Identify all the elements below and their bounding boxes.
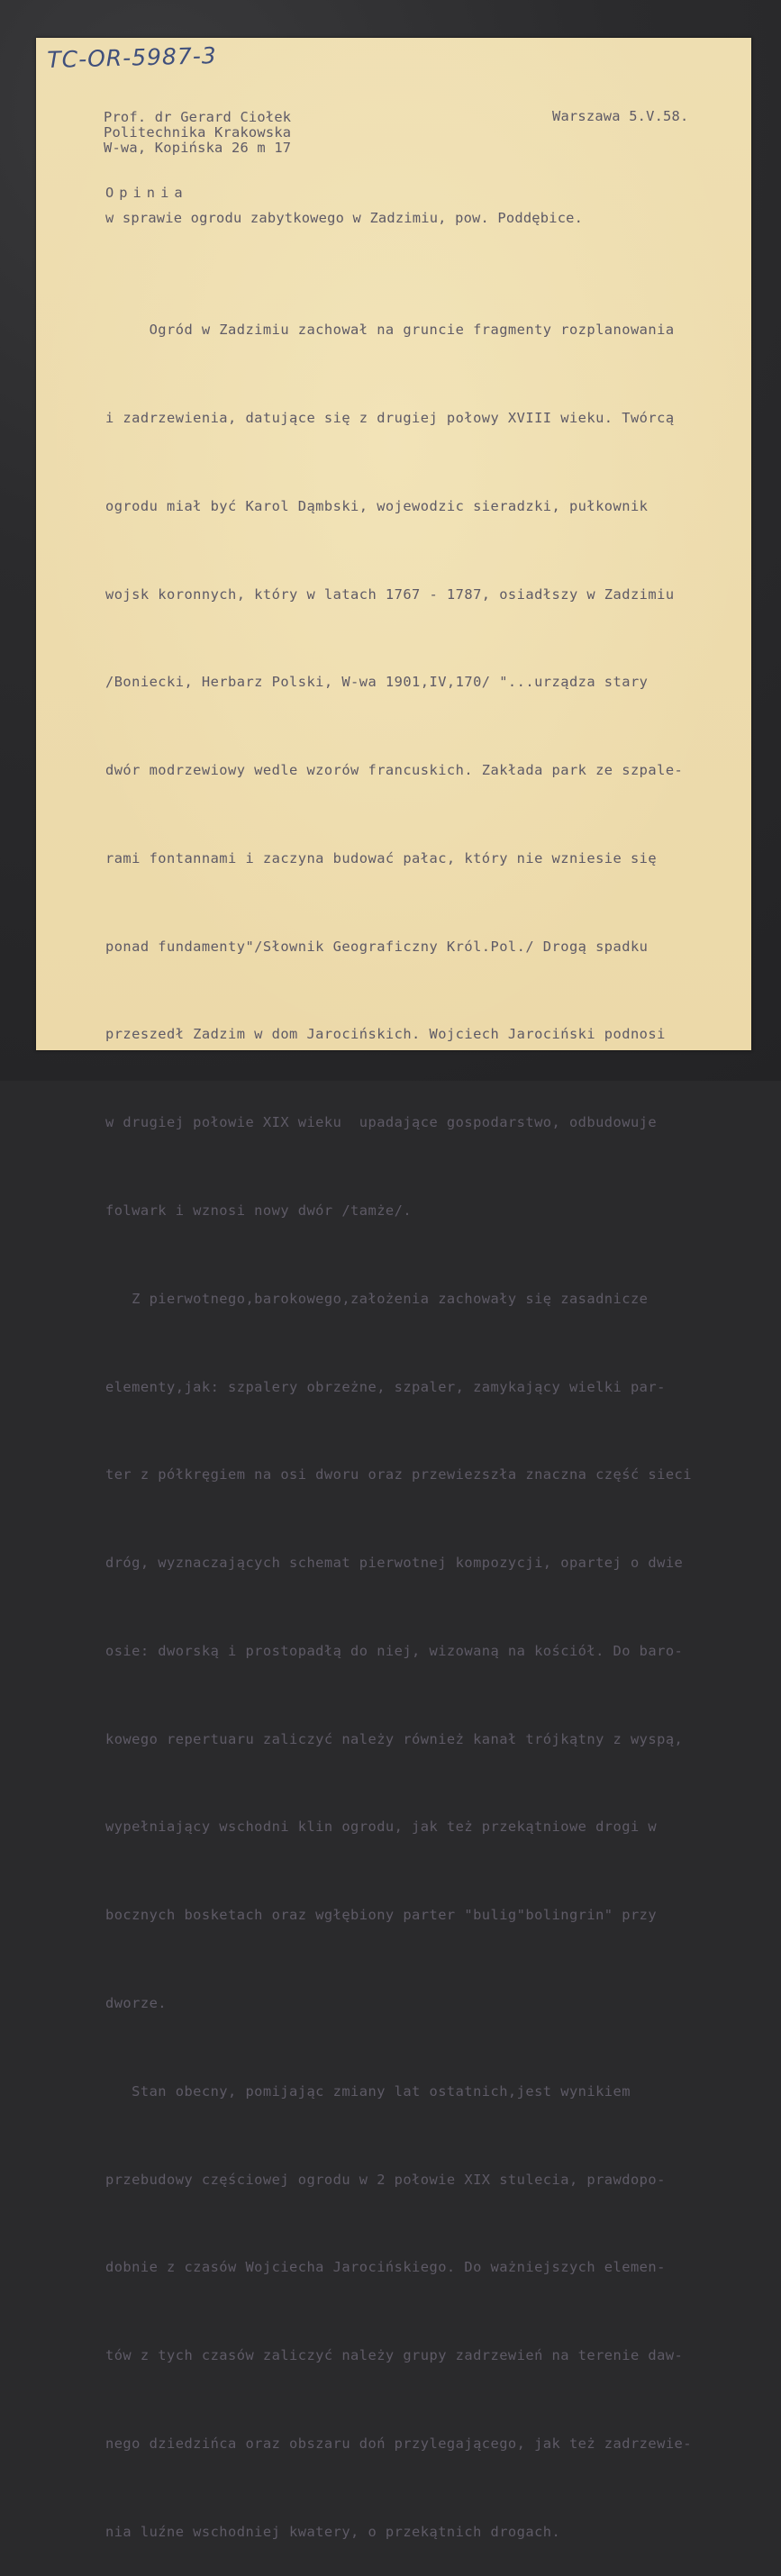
body-line: dobnie z czasów Wojciecha Jarocińskiego. Do ważniejszych elemen- [105, 2259, 666, 2276]
body-text [105, 257, 692, 2576]
body-line: elementy,jak: szpalery obrzeżne, szpaler, zamykający wielki par- [105, 1378, 666, 1395]
body-line: folwark i wznosi nowy dwór /tamże/. [105, 1202, 413, 1219]
body-line: przeszedł Zadzim w dom Jarocińskich. Wojciech Jarociński podnosi [105, 1026, 666, 1043]
body-line: dróg, wyznaczających schemat pierwotnej kompozycji, opartej o dwie [105, 1555, 684, 1572]
body-line: osie: dworską i prostopadłą do niej, wizowaną na kościół. Do baro- [105, 1642, 684, 1659]
body-line: nia luźne wschodniej kwatery, o przekątnich drogach. [105, 2523, 561, 2540]
body-line: Stan obecny, pomijając zmiany lat ostatnich,jest wynikiem [105, 2082, 631, 2100]
body-line: Ogród w Zadzimiu zachował na gruncie fragmenty rozplanowania [105, 322, 675, 339]
body-line: bocznych bosketach oraz wgłębiony parter "bulig"bolingrin" przy [105, 1907, 658, 1924]
body-line: nego dziedzińca oraz obszaru doń przylegającego, jak też zadrzewie- [105, 2435, 692, 2452]
body-line: Z pierwotnego,barokowego,założenia zachowały się zasadnicze [105, 1290, 649, 1307]
body-line: /Boniecki, Herbarz Polski, W-wa 1901,IV,170/ "...urządza stary [105, 674, 649, 691]
body-line: wypełniający wschodni klin ogrodu, jak też przekątniowe drogi w [105, 1819, 658, 1836]
body-line: dworze. [105, 1995, 168, 2012]
body-line: dwór modrzewiowy wedle wzorów francuskich. Zakłada park ze szpale- [105, 762, 684, 779]
sender-address [104, 110, 291, 156]
body-line: wojsk koronnych, który w latach 1767 - 1787, osiadłszy w Zadzimiu [105, 585, 675, 603]
body-line: i zadrzewienia, datujące się z drugiej połowy XVIII wieku. Twórcą [105, 409, 675, 426]
sender-institution: Politechnika Krakowska [104, 124, 292, 141]
document-subject: w sprawie ogrodu zabytkowego w Zadzimiu, pow. Poddębice. [105, 210, 584, 226]
body-line: w drugiej połowie XIX wieku upadające gospodarstwo, odbudowuje [105, 1114, 658, 1131]
body-line: kowego repertuaru zaliczyć należy również kanał trójkątny z wyspą, [105, 1730, 684, 1747]
body-line: ter z półkręgiem na osi dworu oraz przewiezszła znaczna część sieci [105, 1466, 692, 1483]
sender-street: W-wa, Kopińska 26 m 17 [104, 140, 292, 156]
body-line: rami fontannami i zaczyna budować pałac, który nie wzniesie się [105, 849, 658, 866]
body-line: ponad fundamenty"/Słownik Geograficzny Król.Pol./ Drogą spadku [105, 938, 649, 955]
document-title: Opinia [105, 185, 188, 201]
letter-date: Warszawa 5.V.58. [552, 108, 689, 124]
body-line: przebudowy częściowej ogrodu w 2 połowie XIX stulecia, prawdopo- [105, 2171, 666, 2188]
archive-signature: TC-OR-5987-3 [47, 42, 218, 73]
body-line: tów z tych czasów zaliczyć należy grupy zadrzewień na terenie daw- [105, 2347, 684, 2364]
sender-name: Prof. dr Gerard Ciołek [104, 109, 292, 125]
body-line: ogrodu miał być Karol Dąmbski, wojewodzic sieradzki, pułkownik [105, 497, 649, 514]
